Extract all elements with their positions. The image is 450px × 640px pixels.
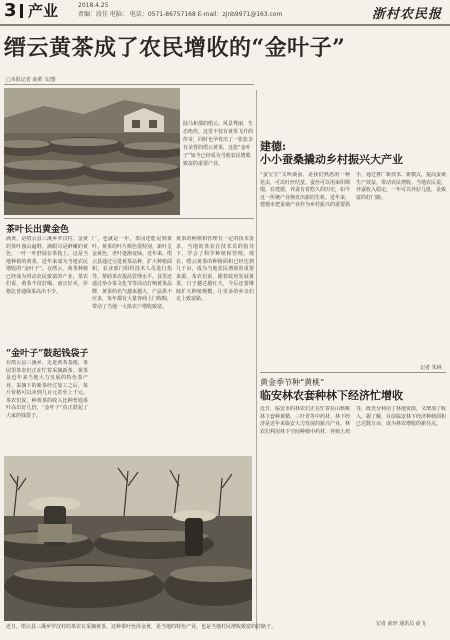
editor-contact: 责编：段佳 电脑： 电话：0571-86757168 E-mail：zjnb9971@163.com bbox=[78, 11, 283, 18]
section-heading-2: “金叶子”鼓起钱袋子 bbox=[6, 349, 89, 359]
issue-date: 2018.4.25 bbox=[78, 2, 109, 9]
right-article-2-kicker: 黄金季节种“黄桃” bbox=[260, 378, 325, 387]
right-article-2-author: 记者 俞珍 通讯员 俞飞 bbox=[376, 621, 426, 627]
divider bbox=[4, 218, 254, 219]
article-body-2: 在缙云县三溪乡，走进黄茶基地，茶园里茶农们正在忙着采摘新茶。黄茶是近年来当地大力发展的特色茶产业，采摘下的新茶经过加工之后，每斤价格可以卖到几百元甚至上千元。茶农们说，种黄茶的收入比种普通茶叶高出好几倍，“金叶子”真正鼓起了大家的钱袋子。 bbox=[6, 360, 88, 419]
top-caption-text: 陆马和那的缙云，风景秀丽，生态绝佳，这里不仅有黄茶飞升的传奇，同时也孕育出了一张张享有美誉的缙云黄茶，这张“金叶子”如今已经成为当地农民增收致富的重要产业。 bbox=[183, 121, 254, 167]
newspaper-name: 浙村农民报 bbox=[371, 7, 442, 22]
divider bbox=[4, 84, 254, 85]
tea-picking-illustration bbox=[4, 456, 252, 621]
section-name: 产业 bbox=[28, 2, 59, 20]
top-photo-caption bbox=[183, 120, 253, 215]
section-heading-1: 茶叶长出黄金色 bbox=[6, 225, 70, 235]
tea-field-illustration bbox=[4, 88, 180, 215]
right-article-1-heading bbox=[260, 140, 403, 166]
right-article-1-kicker: 建德: bbox=[260, 140, 287, 153]
column-divider bbox=[256, 90, 257, 630]
article-body-1: 满黄，是缙云县三溪乡罗汉村。金黄的茶叶漫山遍野，满眼尽是鲜嫩的黄色，一叶一叶舒展在茶枝上。这是当地种植的黄茶，近年来成为当地农民增收的“金叶子”。在缙云，黄茶种植已经成为带动农民致富的产业，茶农们说，黄茶不仅好喝，而且好卖，价格比普通绿茶高出不少。 bbox=[6, 236, 88, 295]
divider bbox=[260, 372, 446, 373]
tea-field-photo bbox=[4, 88, 180, 215]
right-article-2-heading bbox=[260, 376, 403, 402]
right-article-2-title: 临安林农套种林下经济忙增收 bbox=[260, 389, 403, 402]
headline-byline: □本报记者 俞黄 文/图 bbox=[6, 77, 56, 83]
bottom-photo-caption: 近日，缙云县三溪乡罗汉村的茶农在采摘黄茶，这种茶叶色泽金黄，是当地的特色产业，也是当地村民增收致富的好路子。 bbox=[6, 624, 277, 630]
section-number: 3 bbox=[4, 0, 17, 21]
article-body-3: 广，也就是一年，茶园还能见到黄叶。黄茶的叶片颜色很特别，新叶呈金黄色，老叶逐渐变绿。近年来，缙云县通过引进黄茶品种，扩大种植面积，农业部门组织技术人员进行指导，帮助茶农提高管理水平。县里还通过举办茶文化节等活动打响黄茶品牌，黄茶的名气越来越大，产品供不应求，每年都有大量客商上门收购，带动了当地一大批农户增收致富。 bbox=[92, 236, 172, 310]
article-body-4: 黄茶的种植和管理有一定的技术要求，当地的茶农在技术员的指导下，学会了科学种植和管理。现在，缙云黄茶的种植面积已经达到几千亩，成为当地农民增收的重要来源。茶农们说，跟着政府发展黄茶，日子越过越红火，今后还要继续扩大种植规模，让更多的乡亲们走上致富路。 bbox=[176, 236, 254, 302]
tea-picking-photo bbox=[4, 456, 252, 621]
right-article-2-body: 近日，临安市的林农们正在忙着在山核桃林下套种黄精、三叶青等中药材。林下经济是近年来临安大力发展的新兴产业，林农们利用林下空间种植中药材、养殖土鸡等，既充分利用了林地资源，又增加了收入。据了解，目前临安林下经济种植面积已达数万亩，成为林农增收的新亮点。 bbox=[260, 406, 446, 435]
right-article-1-author: 记者 朱林 bbox=[420, 365, 442, 371]
right-article-1-body: “蚕宝宝”又叫桑蚕，是我们熟悉的一种昆虫，可以吐丝结茧，蚕丝可以用来织绸缎。在建德，养蚕有着悠久的历史，如今这一传统产业焕发出新的生机。近年来，建德市把蚕桑产业作为乡村振兴的重要抓手，通过推广新技术、新模式，提高蚕桑生产效益，带动农民增收。当地农民说，养蚕收入稳定，一年可以养好几批，是致富的好门路。 bbox=[260, 172, 446, 208]
right-article-1-title: 小小蚕桑撬动乡村振兴大产业 bbox=[260, 153, 403, 166]
masthead bbox=[0, 0, 450, 26]
page-headline: 缙云黄茶成了农民增收的“金叶子” bbox=[4, 35, 346, 61]
section-divider bbox=[20, 4, 23, 18]
